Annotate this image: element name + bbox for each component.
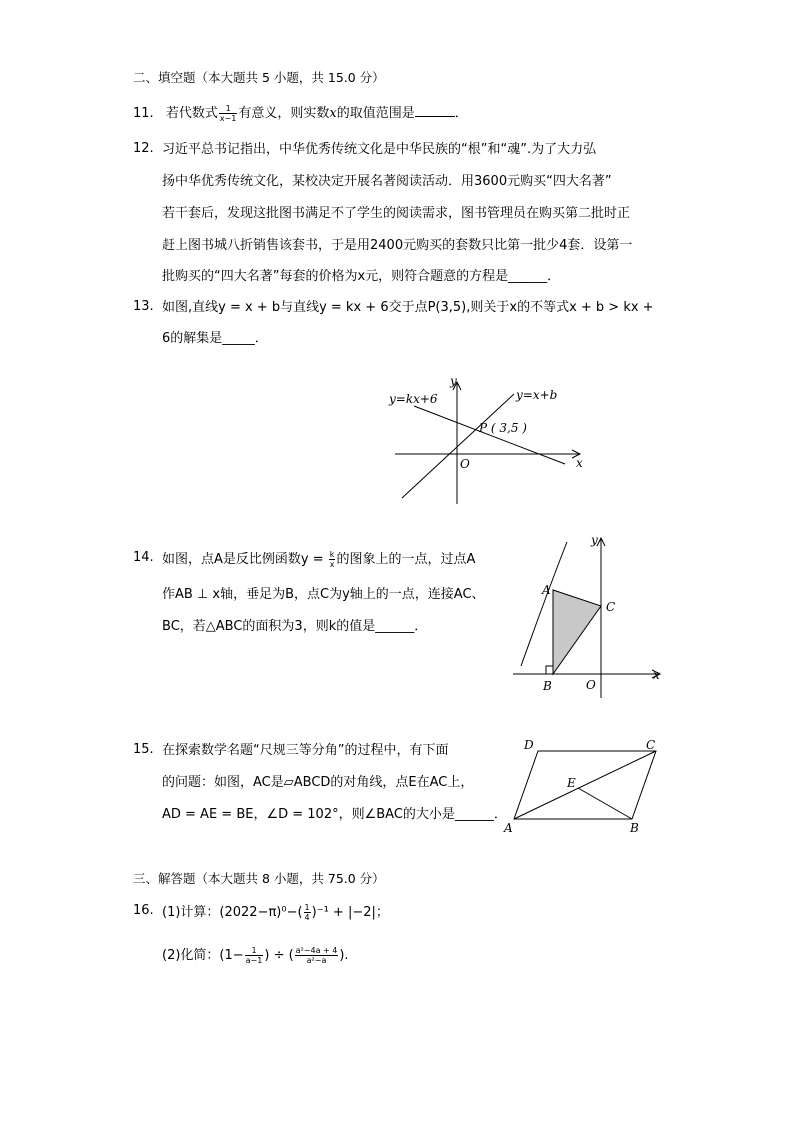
q15-figure <box>500 735 670 837</box>
question-13-line-1: 如图,直线y = x + b与直线y = kx + 6交于点P(3,5),则关于x的不等式x + b > kx + <box>162 300 654 315</box>
fraction: $\frac{\text{a²−4a + 4}}{\text{a²−a}}$ <box>295 946 338 965</box>
label-point-p: P ( 3,5 ) <box>479 421 527 435</box>
fraction: $\frac{k}{x}$ <box>329 550 335 569</box>
fraction: $\frac{1}{a-1}$ <box>245 946 263 965</box>
label-b: B <box>543 679 552 693</box>
section-3-heading: 三、解答题（本大题共 8 小题，共 75.0 分） <box>133 871 385 886</box>
label-x: x <box>653 668 660 682</box>
question-12-line-2: 扬中华优秀传统文化，某校决定开展名著阅读活动．用3600元购买“四大名著” <box>162 174 612 189</box>
answer-blank <box>415 104 455 117</box>
question-15-number: 15. <box>133 742 154 757</box>
question-11: 11. 若代数式 $\frac{1}{x-1}$ 有意义，则实数x的取值范围是 ． <box>133 104 468 123</box>
question-16-part-1: (1)计算：(2022−π)⁰−( $\frac{1}{4}$ )⁻¹ + |−2|； <box>162 903 389 922</box>
diagonal-ac <box>514 751 656 819</box>
label-x: x <box>576 456 583 470</box>
label-line-kx6: y=kx+6 <box>389 392 438 406</box>
q14-figure <box>505 532 665 700</box>
question-16-number: 16. <box>133 903 154 918</box>
label-a: A <box>504 821 513 835</box>
question-12-number: 12. <box>133 141 154 156</box>
question-14-line-3: BC，若△ABC的面积为3，则k的值是______． <box>162 619 428 634</box>
line-y-kx-6 <box>414 406 565 464</box>
question-13-line-2: 6的解集是_____． <box>162 331 268 346</box>
label-y: y <box>591 533 598 547</box>
question-14-line-2: 作AB ⊥ x轴，垂足为B，点C为y轴上的一点，连接AC、 <box>162 587 485 602</box>
fraction: $\frac{1}{4}$ <box>304 903 310 922</box>
question-13-number: 13. <box>133 299 154 314</box>
label-c: C <box>606 600 616 614</box>
question-12-line-1: 习近平总书记指出，中华优秀传统文化是中华民族的“根”和“魂”.为了大力弘 <box>162 142 597 157</box>
right-angle-mark <box>546 666 553 674</box>
question-15-line-1: 在探索数学名题“尺规三等分角”的过程中，有下面 <box>162 743 449 758</box>
line-y-x-b <box>402 394 514 498</box>
label-c: C <box>646 738 656 752</box>
triangle-abc <box>553 590 601 674</box>
question-15-line-2: 的问题：如图，AC是▱ABCD的对角线，点E在AC上， <box>162 775 474 790</box>
question-16-part-2: (2)化简：(1− $\frac{1}{a-1}$ ) ÷ ( $\frac{\text{a²−4a + 4}}{\text{a²−a}}$ ). <box>162 946 349 965</box>
segment-be <box>578 788 632 819</box>
question-12-line-5: 批购买的“四大名著”每套的价格为x元，则符合题意的方程是______． <box>162 269 561 284</box>
label-d: D <box>524 738 534 752</box>
question-12-line-3: 若干套后，发现这批图书满足不了学生的阅读需求，图书管理员在购买第二批时正 <box>162 206 631 221</box>
question-number: 11. <box>133 106 154 121</box>
label-origin: O <box>460 457 470 471</box>
label-e: E <box>567 776 576 790</box>
label-b: B <box>630 821 639 835</box>
label-origin: O <box>586 678 596 692</box>
fraction: $\frac{1}{x-1}$ <box>219 104 237 123</box>
section-2-heading: 二、填空题（本大题共 5 小题，共 15.0 分） <box>133 70 385 85</box>
q13-figure <box>380 370 600 510</box>
label-a: A <box>542 583 551 597</box>
label-y: y <box>450 374 457 388</box>
question-15-line-3: AD = AE = BE，∠D = 102°，则∠BAC的大小是______． <box>162 807 507 822</box>
question-14-number: 14. <box>133 550 154 565</box>
label-line-xb: y=x+b <box>516 388 558 402</box>
question-12-line-4: 赶上图书城八折销售该套书，于是用2400元购买的套数只比第一批少4套．设第一 <box>162 238 633 253</box>
question-14-line-1: 如图，点A是反比例函数y = $\frac{k}{x}$ 的图象上的一点，过点A <box>162 550 476 569</box>
